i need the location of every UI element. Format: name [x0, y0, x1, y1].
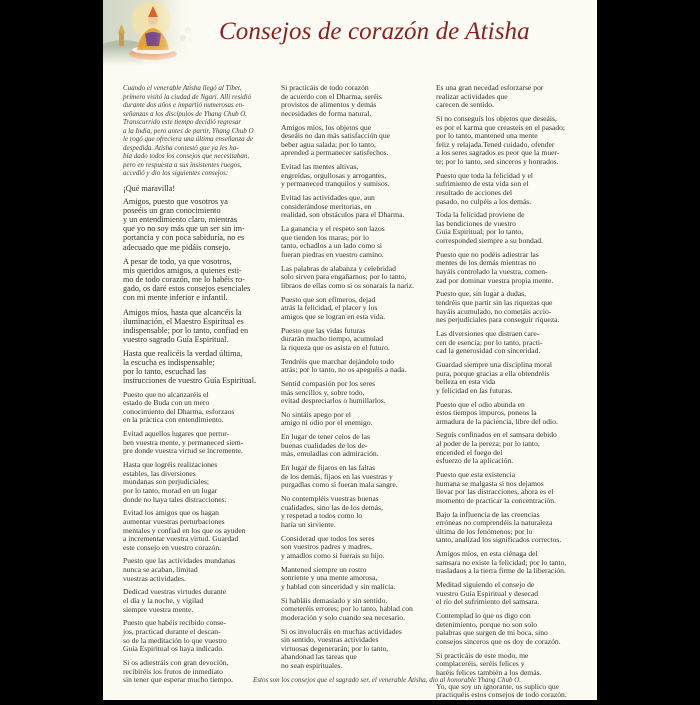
- intro-line: durante dos años e impartió numerosas en-: [123, 101, 245, 109]
- advice-line: Evitad las actividades que, aun: [281, 193, 375, 203]
- advice-line: Puesto que, sin lugar a dudas,: [436, 289, 527, 299]
- advice-line: Evitad las mentes altivas,: [281, 162, 359, 172]
- advice-line: iluminación, el Maestro Espiritual es: [123, 316, 244, 326]
- advice-line: poseéis un gran conocimiento: [123, 206, 221, 216]
- advice-paragraph: [281, 124, 433, 158]
- advice-paragraph: [123, 588, 273, 614]
- advice-line: esfuerzo de la aplicación.: [436, 456, 514, 466]
- advice-line: conocimiento del Dharma, esforzaos: [123, 406, 235, 416]
- advice-paragraph: [436, 612, 592, 646]
- advice-line: en la práctica con entendimiento.: [123, 415, 224, 425]
- intro-line: despedida. Atisha contestó que ya les ha-: [123, 143, 239, 152]
- advice-line: realizar actividades que: [436, 91, 508, 101]
- advice-line: Contemplad lo que os digo con: [436, 611, 531, 621]
- advice-line: gado, os daré estos consejos esenciales: [123, 284, 251, 294]
- advice-line: amigos que se logran en esta vida.: [281, 311, 385, 321]
- advice-paragraph: [281, 327, 433, 353]
- intro-line: Transcurrido este tiempo decidió regresar: [123, 118, 242, 126]
- advice-line: vuestro Guía Espiritual y desecad: [436, 588, 539, 598]
- advice-paragraph: [436, 431, 592, 465]
- advice-line: la riqueza que os asista en el futuro.: [281, 342, 390, 352]
- advice-line: es por el karma que creasteis en el pasado;: [436, 122, 566, 132]
- intro-line: primero visitó la ciudad de Ngari. Allí residió: [123, 92, 252, 101]
- advice-paragraph: [123, 461, 273, 504]
- advice-paragraph: [281, 597, 433, 623]
- advice-paragraph: [436, 471, 592, 505]
- advice-paragraph: [281, 265, 433, 291]
- advice-line: palabras que surgen de mi boca, sino: [436, 628, 548, 638]
- advice-line: detenimiento, porque no son solo: [436, 619, 538, 629]
- advice-line: mo de todo corazón, me lo habéis ro-: [123, 275, 245, 285]
- advice-line: al poder de la pereza; por lo tanto,: [436, 439, 540, 449]
- advice-line: Yo, que soy un ignorante, os suplico que: [436, 681, 560, 691]
- advice-line: Hasta que realicéis la verdad última,: [123, 349, 243, 359]
- advice-line: Dedicad vuestras virtudes durante: [123, 587, 227, 597]
- advice-paragraph: [281, 495, 433, 529]
- advice-paragraph: [436, 172, 592, 206]
- advice-paragraph: [436, 401, 592, 427]
- advice-paragraph: [436, 361, 592, 395]
- advice-line: feliz y relajada.Tened cuidado, ofender: [436, 139, 555, 149]
- advice-line: tanto, analizad los significados correctos.: [436, 535, 562, 545]
- advice-line: Puesto que son efímeros, dejad: [281, 294, 376, 304]
- advice-line: recibiréis los frutos de inmediato: [123, 666, 223, 676]
- advice-line: encended el fuego del: [436, 447, 503, 457]
- advice-line: durarán mucho tiempo, acumulad: [281, 334, 384, 344]
- advice-line: Puesto que toda la felicidad y el: [436, 170, 534, 180]
- advice-line: que tienden los maras; por lo: [281, 232, 369, 242]
- advice-line: el río del sufrimiento del samsara.: [436, 597, 540, 607]
- intro-line: señanzas a los discípulos de Yhang Chub O.: [123, 109, 248, 118]
- advice-line: y respetad a todos como lo: [281, 511, 363, 521]
- advice-line: erróneas no comprendéis la naturaleza: [436, 518, 553, 528]
- advice-line: Meditad siguiendo el consejo de: [436, 580, 535, 590]
- advice-line: Puesto que las vidas futuras: [281, 325, 366, 335]
- advice-line: aumentar vuestras perturbaciones: [123, 516, 225, 526]
- advice-paragraph: [281, 628, 433, 671]
- advice-line: nes perjudiciales para conseguir riqueza.: [436, 315, 560, 325]
- advice-line: y felicidad en las futuras.: [436, 385, 513, 395]
- advice-line: Bajo la influencia de las creencias: [436, 509, 540, 519]
- advice-line: belleza en esta vida: [436, 377, 496, 387]
- advice-paragraph: [281, 535, 433, 561]
- advice-paragraph: [123, 349, 273, 385]
- advice-paragraph: [436, 211, 592, 245]
- advice-line: amigo ni odio por el enemigo.: [281, 418, 373, 428]
- advice-paragraph: [436, 511, 592, 545]
- exclamation: ¡Qué maravilla!: [123, 183, 176, 193]
- advice-line: Guía Espiritual; por lo tanto,: [436, 227, 524, 237]
- advice-paragraph: [123, 257, 273, 302]
- advice-line: sufrimiento de esta vida son el: [436, 179, 529, 189]
- advice-paragraph: [123, 391, 273, 425]
- advice-paragraph: [281, 566, 433, 592]
- advice-line: armadura de la paciencia, libre del odio.: [436, 416, 558, 426]
- advice-line: hayáis controlado la vuestra, comen-: [436, 267, 548, 277]
- advice-line: Puesto que las actividades mundanas: [123, 556, 236, 566]
- advice-line: cen de esencia; por lo tanto, practi-: [436, 337, 543, 347]
- advice-line: donde no haya tales distracciones.: [123, 494, 227, 504]
- advice-line: que yo no soy más que un ser sin im-: [123, 224, 245, 234]
- column-1-paragraphs: [123, 197, 273, 685]
- advice-line: sin sentido, vuestras actividades: [281, 635, 379, 645]
- advice-line: portancia y con poca sabiduría, no es: [123, 233, 245, 243]
- advice-line: a incrementar vuestra virtud. Guardad: [123, 534, 239, 544]
- advice-line: cualidades, sino las de los demás,: [281, 502, 383, 512]
- advice-line: son vuestros padres y madres,: [281, 542, 372, 552]
- advice-line: pre donde vuestra virtud se incremente.: [123, 446, 243, 456]
- advice-line: Puesto que habéis recibido conse-: [123, 618, 226, 628]
- advice-line: beber agua salada; por lo tanto,: [281, 139, 376, 149]
- advice-line: provistos de alimentos y demás: [281, 100, 377, 110]
- advice-line: moderación y solo cuando sea necesario.: [281, 612, 405, 622]
- advice-line: y amadlos como si fuerais su hijo.: [281, 550, 385, 560]
- advice-line: libraos de ellas como si os sonarais la nariz.: [281, 280, 415, 290]
- advice-line: siempre vuestra mente.: [123, 604, 194, 614]
- advice-line: por lo tanto, escuchad las: [123, 367, 206, 377]
- advice-line: y hablad con sinceridad y sin malicia.: [281, 581, 396, 591]
- advice-line: pasado, no culpéis a los demás.: [436, 196, 532, 206]
- advice-line: so de la meditación lo que vuestro: [123, 635, 227, 645]
- advice-paragraph: [436, 251, 592, 285]
- advice-line: abandonad las tareas que: [281, 652, 357, 662]
- advice-line: Considerad que todos los seres: [281, 533, 375, 543]
- advice-line: vuestras actividades.: [123, 573, 186, 583]
- advice-line: por lo tanto, mantened una mente: [436, 131, 538, 141]
- advice-line: tendréis que partir sin las riquezas que: [436, 298, 553, 307]
- advice-line: evitad despreciarlos o humillarlos.: [281, 396, 386, 406]
- advice-line: el día y la noche, y vigilad: [123, 596, 204, 606]
- advice-paragraph: [281, 194, 433, 220]
- advice-line: mis queridos amigos, a quienes esti-: [123, 265, 242, 275]
- advice-line: Toda la felicidad proviene de: [436, 210, 525, 220]
- advice-line: trasladaos a la tierra firme de la liberación.: [436, 566, 566, 576]
- advice-line: purgadlas como si fueran mala sangre.: [281, 480, 398, 490]
- advice-line: más sencillos y, sobre todo,: [281, 387, 365, 397]
- advice-line: La ganancia y el respeto son lazos: [281, 224, 385, 234]
- advice-line: cad la generosidad con sinceridad.: [436, 346, 541, 356]
- advice-line: Es una gran necedad esforzarse por: [436, 83, 544, 92]
- advice-line: aprended a permanecer satisfechos.: [281, 148, 389, 158]
- advice-line: Si os involucráis en muchas actividades: [281, 626, 402, 636]
- image-fade-overlay: [103, 0, 198, 66]
- intro-line: a la India, pero antes de partir, Yhang Chub O: [123, 126, 254, 135]
- advice-line: atrás la felicidad, el placer y los: [281, 303, 378, 313]
- advice-line: considerándose meritorias, en: [281, 201, 372, 211]
- advice-line: a los seres sagrados es peor que la muer-: [436, 148, 560, 158]
- advice-line: ben vuestra mente, y permaneced siem-: [123, 437, 244, 447]
- advice-line: Sentid compasión por los seres: [281, 378, 376, 388]
- advice-line: estado de Buda con un mero: [123, 398, 210, 408]
- advice-line: Si practicáis de este modo, me: [436, 650, 529, 660]
- advice-paragraph: [436, 550, 592, 576]
- advice-line: practiquéis estos consejos de todo corazón.: [436, 690, 567, 700]
- advice-paragraph: [123, 557, 273, 583]
- advice-line: Tendréis que marchar dejándolo todo: [281, 356, 394, 366]
- advice-line: necesidades de forma natural.: [281, 108, 372, 118]
- advice-line: vuestro sagrado Guía Espiritual.: [123, 334, 229, 344]
- advice-line: resultado de acciones del: [436, 187, 513, 197]
- advice-paragraph: [436, 581, 592, 607]
- advice-line: Amigos míos, hasta que alcancéis la: [123, 307, 242, 317]
- advice-line: solo sirven para engañarnos; por lo tanto,: [281, 272, 407, 282]
- advice-line: Si os adiestráis con gran devoción,: [123, 657, 229, 667]
- advice-line: cometeréis errores; por lo tanto, hablad con: [281, 604, 413, 614]
- advice-line: A pesar de todo, ya que vosotros,: [123, 256, 232, 266]
- advice-line: En lugar de fijaros en las faltas: [281, 463, 376, 473]
- advice-paragraph: [436, 683, 592, 700]
- advice-line: mentes de los demás mientras no: [436, 258, 537, 268]
- advice-paragraph: [281, 433, 433, 459]
- advice-line: momento de practicar la concentración.: [436, 495, 556, 505]
- advice-line: Si no conseguís los objetos que deseáis,: [436, 113, 557, 123]
- advice-paragraph: [436, 330, 592, 356]
- intro-paragraph: [123, 84, 273, 178]
- advice-line: haréis felices también a los demás.: [436, 667, 542, 677]
- advice-line: buenas cualidades de los de-: [281, 440, 368, 450]
- advice-line: No sintáis apego por el: [281, 409, 352, 419]
- column-2: [281, 84, 433, 676]
- intro-line: bía dado todos los consejos que necesitaban,: [123, 152, 250, 160]
- advice-line: complaceréis, seréis felices y: [436, 659, 525, 669]
- document-page: [103, 0, 597, 700]
- page-title: Consejos de corazón de Atisha: [219, 18, 530, 45]
- advice-line: estables, las diversiones: [123, 468, 196, 478]
- advice-line: Mantened siempre un rostro: [281, 564, 367, 574]
- advice-line: Puesto que no alcanzaréis el: [123, 389, 209, 399]
- column-1: [123, 84, 273, 690]
- advice-paragraph: [123, 619, 273, 653]
- column-3-paragraphs: [436, 84, 592, 700]
- advice-line: pura, porque gracias a ella obtendréis: [436, 368, 550, 378]
- advice-line: la escucha es indispensable;: [123, 358, 215, 368]
- advice-paragraph: [281, 464, 433, 490]
- advice-line: última de los fenómenos; por lo: [436, 526, 533, 536]
- advice-line: fueran piedras en vuestro camino.: [281, 249, 384, 259]
- advice-line: y permaneced tranquilos y sumisos.: [281, 179, 390, 189]
- advice-line: indispensable; por lo tanto, confiad en: [123, 325, 249, 335]
- advice-line: engreídas, orgullosas y arrogantes,: [281, 170, 387, 180]
- advice-paragraph: [123, 430, 273, 456]
- advice-line: Si practicáis de todo corazón: [281, 83, 369, 92]
- advice-line: Si habláis demasiado y sin sentido,: [281, 595, 388, 605]
- atisha-thangka-illustration: [103, 0, 198, 66]
- advice-line: Hasta que logréis realizaciones: [123, 460, 218, 470]
- intro-line: le rogó que ofreciera una última enseñanza de: [123, 135, 253, 143]
- advice-line: jos, practicad durante el descan-: [123, 627, 221, 636]
- advice-line: adecuado que me pidáis consejo.: [123, 242, 231, 252]
- advice-line: consejos sinceros que os doy de corazón.: [436, 636, 561, 646]
- advice-line: hayáis acumulado, no cometáis accio-: [436, 306, 552, 316]
- advice-line: Las diversiones que distraen care-: [436, 328, 540, 338]
- advice-line: Evitad aquellos lugares que pertur-: [123, 429, 230, 439]
- advice-paragraph: [123, 308, 273, 344]
- advice-line: zad por dominar vuestra propia mente.: [436, 275, 554, 285]
- advice-paragraph: [281, 84, 433, 118]
- advice-line: Seguís confinados en el samsara debido: [436, 430, 557, 440]
- advice-line: Guía Espiritual os haya indicado.: [123, 644, 225, 654]
- advice-paragraph: [436, 84, 592, 110]
- advice-line: En lugar de tener celos de las: [281, 432, 370, 442]
- advice-line: Puesto que no podéis adiestrar las: [436, 249, 539, 259]
- advice-line: Amigos míos, en esta ciénaga del: [436, 549, 538, 559]
- advice-paragraph: [281, 411, 433, 428]
- advice-paragraph: [436, 290, 592, 324]
- advice-line: Las palabras de alabanza y celebridad: [281, 263, 396, 273]
- advice-line: Guardad siempre una disciplina moral: [436, 359, 552, 369]
- advice-line: carecen de sentido.: [436, 100, 494, 110]
- advice-line: estos tiempos impuros, poneos la: [436, 408, 537, 418]
- advice-paragraph: [281, 380, 433, 406]
- advice-paragraph: [281, 296, 433, 322]
- advice-paragraph: [123, 509, 273, 552]
- advice-line: realidad, son obstáculos para el Dharma.: [281, 210, 405, 220]
- advice-line: haría un sirviente.: [281, 519, 336, 529]
- advice-line: virtuosas degenerarán; por lo tanto,: [281, 643, 389, 653]
- advice-line: mentales y confiad en los que os ayuden: [123, 525, 246, 535]
- intro-line: accedió y dio los siguientes consejos:: [123, 169, 229, 177]
- advice-line: samsara no existe la felicidad; por lo tanto,: [436, 557, 567, 567]
- advice-line: y un entendimiento claro, mientras: [123, 215, 237, 225]
- advice-line: atrás; por lo tanto, no os apeguéis a nada.: [281, 365, 407, 375]
- advice-paragraph: [281, 163, 433, 189]
- advice-line: las bendiciones de vuestro: [436, 218, 516, 228]
- advice-line: Evitad los amigos que os hagan: [123, 508, 219, 518]
- intro-line: pero en respuesta a sus insistentes ruegos,: [123, 160, 242, 169]
- advice-paragraph: [436, 652, 592, 678]
- advice-line: de los demás, fijaos en las vuestras y: [281, 471, 393, 481]
- advice-line: Amigos míos, los objetos que: [281, 122, 372, 132]
- advice-paragraph: [281, 358, 433, 375]
- advice-paragraph: [123, 197, 273, 252]
- advice-line: Amigos, puesto que vosotros ya: [123, 197, 228, 207]
- advice-line: No contempléis vuestras buenas: [281, 494, 379, 504]
- advice-line: más, emuladlas con admiración.: [281, 449, 379, 459]
- advice-paragraph: [281, 225, 433, 259]
- column-2-paragraphs: [281, 84, 433, 671]
- column-3: [436, 84, 592, 705]
- footer-note: Estos son los consejos que el sagrado ser, el venerable Atisha, dio al honorable Yhang Chub O.: [253, 676, 521, 684]
- advice-line: te; por lo tanto, sed sinceros y honrados.: [436, 156, 559, 166]
- advice-line: Puesto que el odio abunda en: [436, 399, 525, 409]
- advice-line: sin tener que esperar mucho tiempo.: [123, 675, 234, 685]
- advice-line: este consejo en vuestro corazón.: [123, 542, 222, 552]
- advice-line: con mi mente inferior e infantil.: [123, 293, 228, 303]
- intro-line: Cuando el venerable Atisha llegó al Tíbet,: [123, 84, 242, 92]
- advice-line: mundanas son perjudiciales;: [123, 477, 210, 487]
- advice-line: deseáis no dan más satisfacción que: [281, 131, 391, 141]
- advice-line: sonriente y una mente amorosa,: [281, 573, 378, 583]
- advice-line: de acuerdo con el Dharma, seréis: [281, 91, 382, 101]
- advice-line: corresponded siempre a su bondad.: [436, 236, 543, 246]
- advice-line: por lo tanto, morad en un lugar: [123, 485, 218, 495]
- advice-paragraph: [436, 115, 592, 167]
- advice-line: Puesto que esta existencia: [436, 470, 516, 480]
- advice-line: llevar por las distracciones, ahora es el: [436, 487, 554, 497]
- advice-line: instrucciones de vuestro Guía Espiritual.: [123, 376, 257, 386]
- advice-line: humana se malgasta si nos dejamos: [436, 478, 544, 488]
- advice-line: no sean espirituales.: [281, 661, 343, 671]
- advice-line: nunca se acaban, limitad: [123, 565, 198, 575]
- advice-line: tanto, echadlos a un lado como si: [281, 241, 383, 251]
